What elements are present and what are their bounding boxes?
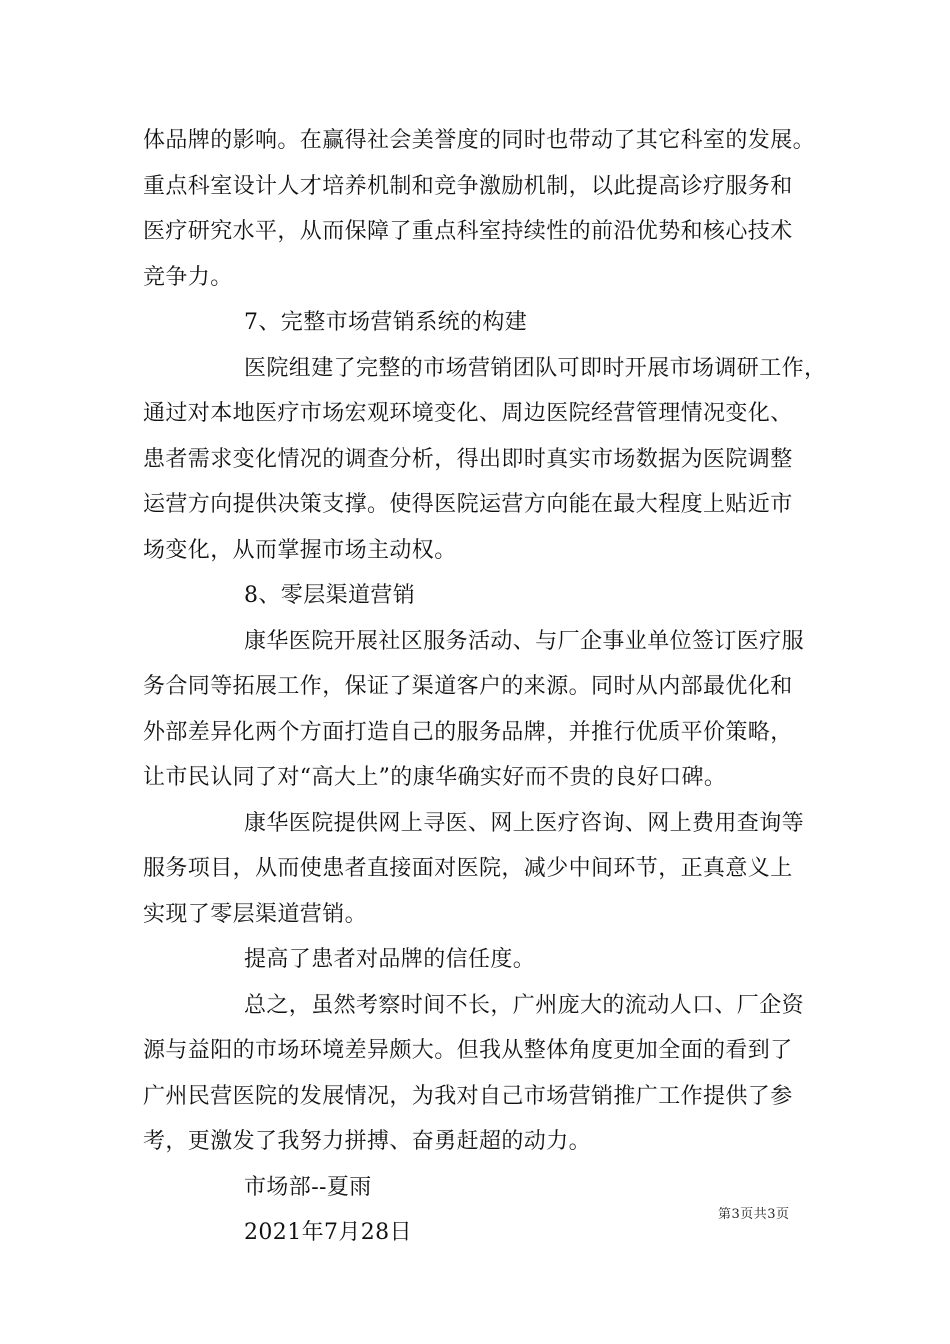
page-number-footer: 第3页共3页 — [718, 1207, 790, 1222]
paragraph-line: 场变化，从而掌握市场主动权。 — [143, 537, 457, 563]
paragraph-line: 提高了患者对品牌的信任度。 — [244, 947, 536, 972]
paragraph-line: 服务项目，从而使患者直接面对医院，减少中间环节，正真意义上 — [143, 856, 793, 881]
paragraph-line: 患者需求变化情况的调查分析，得出即时真实市场数据为医院调整 — [143, 446, 793, 472]
paragraph-line: 让市民认同了对“高大上”的康华确实好而不贵的良好口碑。 — [143, 765, 727, 790]
paragraph-line: 运营方向提供决策支撑。使得医院运营方向能在最大程度上贴近市 — [143, 492, 793, 517]
paragraph-line: 广州民营医院的发展情况，为我对自己市场营销推广工作提供了参 — [143, 1083, 793, 1109]
paragraph-line: 源与益阳的市场环境差异颇大。但我从整体角度更加全面的看到了 — [143, 1038, 793, 1063]
paragraph-line: 考，更激发了我努力拼搏、奋勇赶超的动力。 — [143, 1129, 592, 1154]
paragraph-line: 重点科室设计人才培养机制和竞争激励机制，以此提高诊疗服务和 — [143, 173, 793, 199]
paragraph-line: 医院组建了完整的市场营销团队可即时开展市场调研工作， — [244, 355, 827, 381]
paragraph-line: 外部差异化两个方面打造自己的服务品牌，并推行优质平价策略， — [143, 719, 793, 745]
paragraph-line: 体品牌的影响。在赢得社会美誉度的同时也带动了其它科室的发展。 — [143, 128, 816, 153]
paragraph-line: 康华医院开展社区服务活动、与厂企事业单位签订医疗服 — [244, 628, 805, 654]
section-heading: 7、完整市场营销系统的构建 — [244, 310, 528, 335]
document-body — [143, 118, 833, 1256]
paragraph-line: 总之，虽然考察时间不长，广州庞大的流动人口、厂企资 — [244, 992, 805, 1018]
section-heading: 8、零层渠道营销 — [244, 583, 416, 608]
paragraph-line: 实现了零层渠道营销。 — [143, 901, 368, 927]
paragraph-line: 通过对本地医疗市场宏观环境变化、周边医院经营管理情况变化、 — [143, 401, 793, 426]
paragraph-line: 竞争力。 — [143, 264, 233, 290]
signature-date: 2021年7月28日 — [244, 1220, 412, 1245]
signature-department: 市场部--夏雨 — [244, 1174, 372, 1200]
paragraph-line: 务合同等拓展工作，保证了渠道客户的来源。同时从内部最优化和 — [143, 674, 793, 699]
paragraph-line: 医疗研究水平，从而保障了重点科室持续性的前沿优势和核心技术 — [143, 219, 793, 244]
paragraph-line: 康华医院提供网上寻医、网上医疗咨询、网上费用查询等 — [244, 810, 805, 836]
